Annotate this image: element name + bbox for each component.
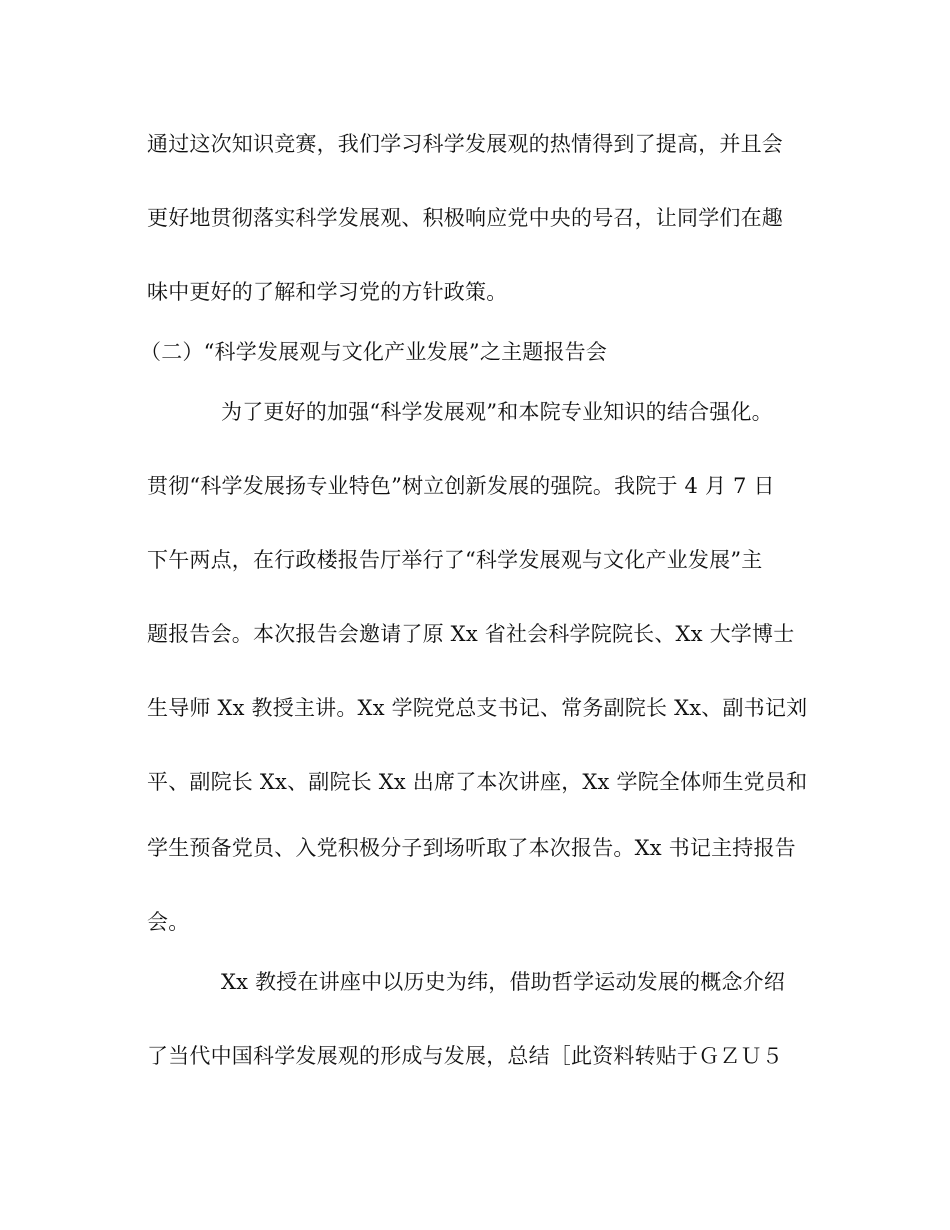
paragraph-line: 更好地贯彻落实科学发展观、积极响应党中央的号召，让同学们在趣	[147, 206, 783, 230]
paragraph-line: 为了更好的加强“科学发展观”和本院专业知识的结合强化。	[221, 400, 773, 424]
paragraph-line: Xx 教授在讲座中以历史为纬，借助哲学运动发展的概念介绍	[221, 970, 786, 994]
paragraph-line: 题报告会。本次报告会邀请了原 Xx 省社会科学院院长、Xx 大学博士	[147, 622, 795, 646]
paragraph-line: 学生预备党员、入党积极分子到场听取了本次报告。Xx 书记主持报告	[147, 836, 796, 860]
paragraph-line: 下午两点，在行政楼报告厅举行了“科学发展观与文化产业发展”主	[147, 548, 763, 572]
paragraph-line: 会。	[147, 910, 190, 934]
paragraph-line: 通过这次知识竞赛，我们学习科学发展观的热情得到了提高，并且会	[147, 132, 783, 156]
paragraph-line: 味中更好的了解和学习党的方针政策。	[147, 280, 508, 304]
paragraph-line: 生导师 Xx 教授主讲。Xx 学院党总支书记、常务副院长 Xx、副书记刘	[147, 696, 808, 720]
paragraph-line: 了当代中国科学发展观的形成与发展，总结［此资料转贴于ＧＺＵ５	[147, 1044, 783, 1068]
section-heading: （二）“科学发展观与文化产业发展”之主题报告会	[140, 340, 608, 364]
paragraph-line: 平、副院长 Xx、副院长 Xx 出席了本次讲座，Xx 学院全体师生党员和	[147, 770, 808, 794]
paragraph-line: 贯彻“科学发展扬专业特色”树立创新发展的强院。我院于 4 月 7 日	[147, 474, 775, 498]
